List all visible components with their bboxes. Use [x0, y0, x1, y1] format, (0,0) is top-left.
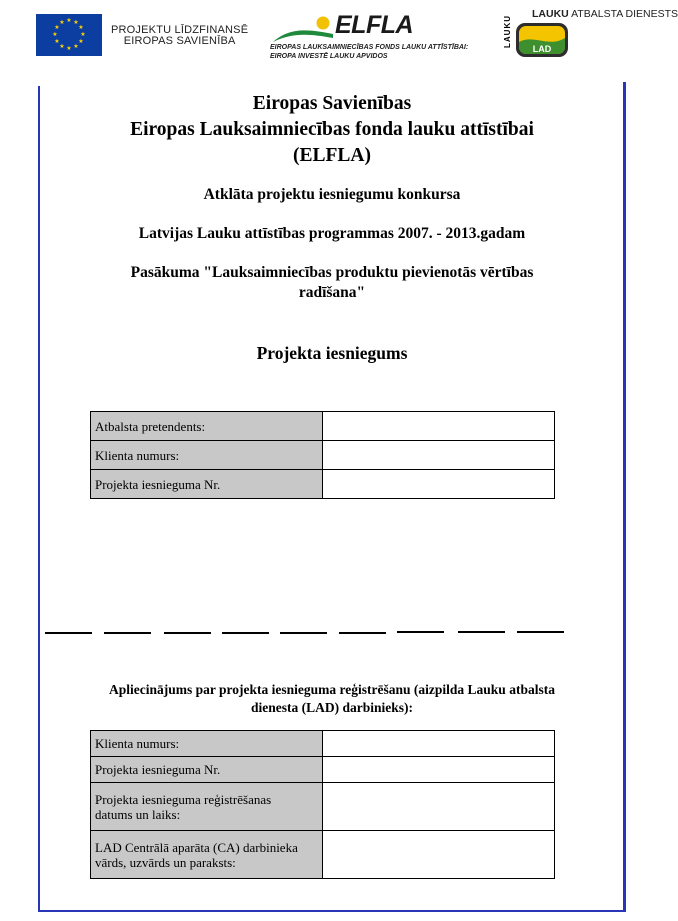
svg-text:★: ★: [59, 19, 65, 26]
measure-title-line1: Pasākuma "Lauksaimniecības produktu pievienotās vērtības: [130, 264, 534, 281]
cut-dash: [517, 631, 564, 633]
title-fund: Eiropas Lauksaimniecības fonda lauku attīstībai: [130, 119, 534, 140]
certificate-heading-line1: Apliecinājums par projekta iesnieguma reģistrēšanu (aizpilda Lauku atbalsta: [109, 682, 555, 697]
lad-badge-text: LAD: [532, 44, 552, 54]
applicant-label: Atbalsta pretendents:: [91, 412, 323, 441]
lad-badge-icon: [515, 22, 569, 58]
svg-text:★: ★: [52, 31, 58, 38]
lad-name-rest: ATBALSTA DIENESTS: [568, 8, 678, 20]
cut-dash: [104, 632, 151, 634]
cert-registration-label-line2: datums un laiks:: [95, 806, 181, 822]
client-number-field[interactable]: [323, 441, 555, 470]
applicant-table: [90, 411, 555, 499]
cert-project-number-label: Projekta iesnieguma Nr.: [91, 757, 323, 783]
elfla-tagline: [270, 43, 468, 61]
certificate-heading-line2: dienesta (LAD) darbinieks):: [250, 700, 413, 715]
cut-dash: [458, 631, 505, 633]
measure-title-line2: radīšana": [298, 284, 366, 301]
cert-registration-label: [91, 783, 323, 831]
elfla-tagline-line1: EIROPAS LAUKSAIMNIECĪBAS FONDS LAUKU ATTĪSTĪBAI:: [270, 44, 469, 51]
cut-dash: [45, 632, 92, 634]
title-eu: Eiropas Savienības: [252, 93, 412, 114]
table-row: [91, 731, 555, 757]
eu-text-line1: PROJEKTU LĪDZFINANSĒ: [111, 24, 249, 36]
client-number-label: Klienta numurs:: [91, 441, 323, 470]
svg-text:★: ★: [54, 38, 60, 45]
cert-officer-label-line2: vārds, uzvārds un paraksts:: [95, 854, 236, 870]
cert-officer-label-line1: LAD Centrālā aparāta (CA) darbinieka: [95, 839, 298, 855]
lad-vertical-text: LAUKU: [503, 15, 512, 48]
eu-text-line2: EIROPAS SAVIENĪBA: [123, 35, 236, 47]
programme-title: Latvijas Lauku attīstības programmas 2007. - 2013.gadam: [138, 225, 526, 242]
cut-dash: [222, 632, 269, 634]
elfla-tagline-line2: EIROPA INVESTĒ LAUKU APVIDOS: [270, 53, 388, 60]
eu-cofinance-text: [111, 25, 248, 47]
page-frame-left: [38, 86, 40, 912]
svg-text:★: ★: [66, 17, 72, 24]
svg-text:★: ★: [54, 24, 60, 31]
svg-text:★: ★: [73, 43, 79, 50]
table-row: [91, 783, 555, 831]
cert-officer-label: [91, 831, 323, 879]
contest-title: Atklāta projektu iesniegumu konkursa: [203, 186, 461, 203]
applicant-field[interactable]: [323, 412, 555, 441]
title-elfla: (ELFLA): [293, 145, 371, 166]
page-frame-right: [623, 82, 626, 912]
cut-dash: [164, 632, 211, 634]
lad-agency-name: [532, 8, 678, 20]
table-row: [91, 441, 555, 470]
svg-text:★: ★: [78, 38, 84, 45]
page-frame-bottom: [38, 910, 626, 912]
cert-client-number-field[interactable]: [323, 731, 555, 757]
cert-registration-label-line1: Projekta iesnieguma reģistrēšanas: [95, 791, 272, 807]
cut-dash: [339, 632, 386, 634]
cert-registration-field[interactable]: [323, 783, 555, 831]
eu-stars-icon: [36, 14, 102, 56]
cut-dash: [397, 631, 444, 633]
svg-text:★: ★: [66, 45, 72, 52]
cut-dash: [280, 632, 327, 634]
table-row: [91, 412, 555, 441]
svg-text:★: ★: [80, 31, 86, 38]
project-number-field[interactable]: [323, 470, 555, 499]
certificate-table: [90, 730, 555, 879]
svg-text:★: ★: [59, 43, 65, 50]
eu-flag-logo: [36, 14, 102, 56]
cert-project-number-field[interactable]: [323, 757, 555, 783]
svg-text:★: ★: [78, 24, 84, 31]
table-row: [91, 757, 555, 783]
cert-client-number-label: Klienta numurs:: [91, 731, 323, 757]
elfla-wordmark: ELFLA: [335, 11, 414, 39]
table-row: [91, 470, 555, 499]
svg-text:★: ★: [73, 19, 79, 26]
cert-officer-field[interactable]: [323, 831, 555, 879]
table-row: [91, 831, 555, 879]
document-title: Projekta iesniegums: [256, 343, 408, 363]
lad-name-bold: LAUKU: [532, 8, 569, 20]
project-number-label: Projekta iesnieguma Nr.: [91, 470, 323, 499]
